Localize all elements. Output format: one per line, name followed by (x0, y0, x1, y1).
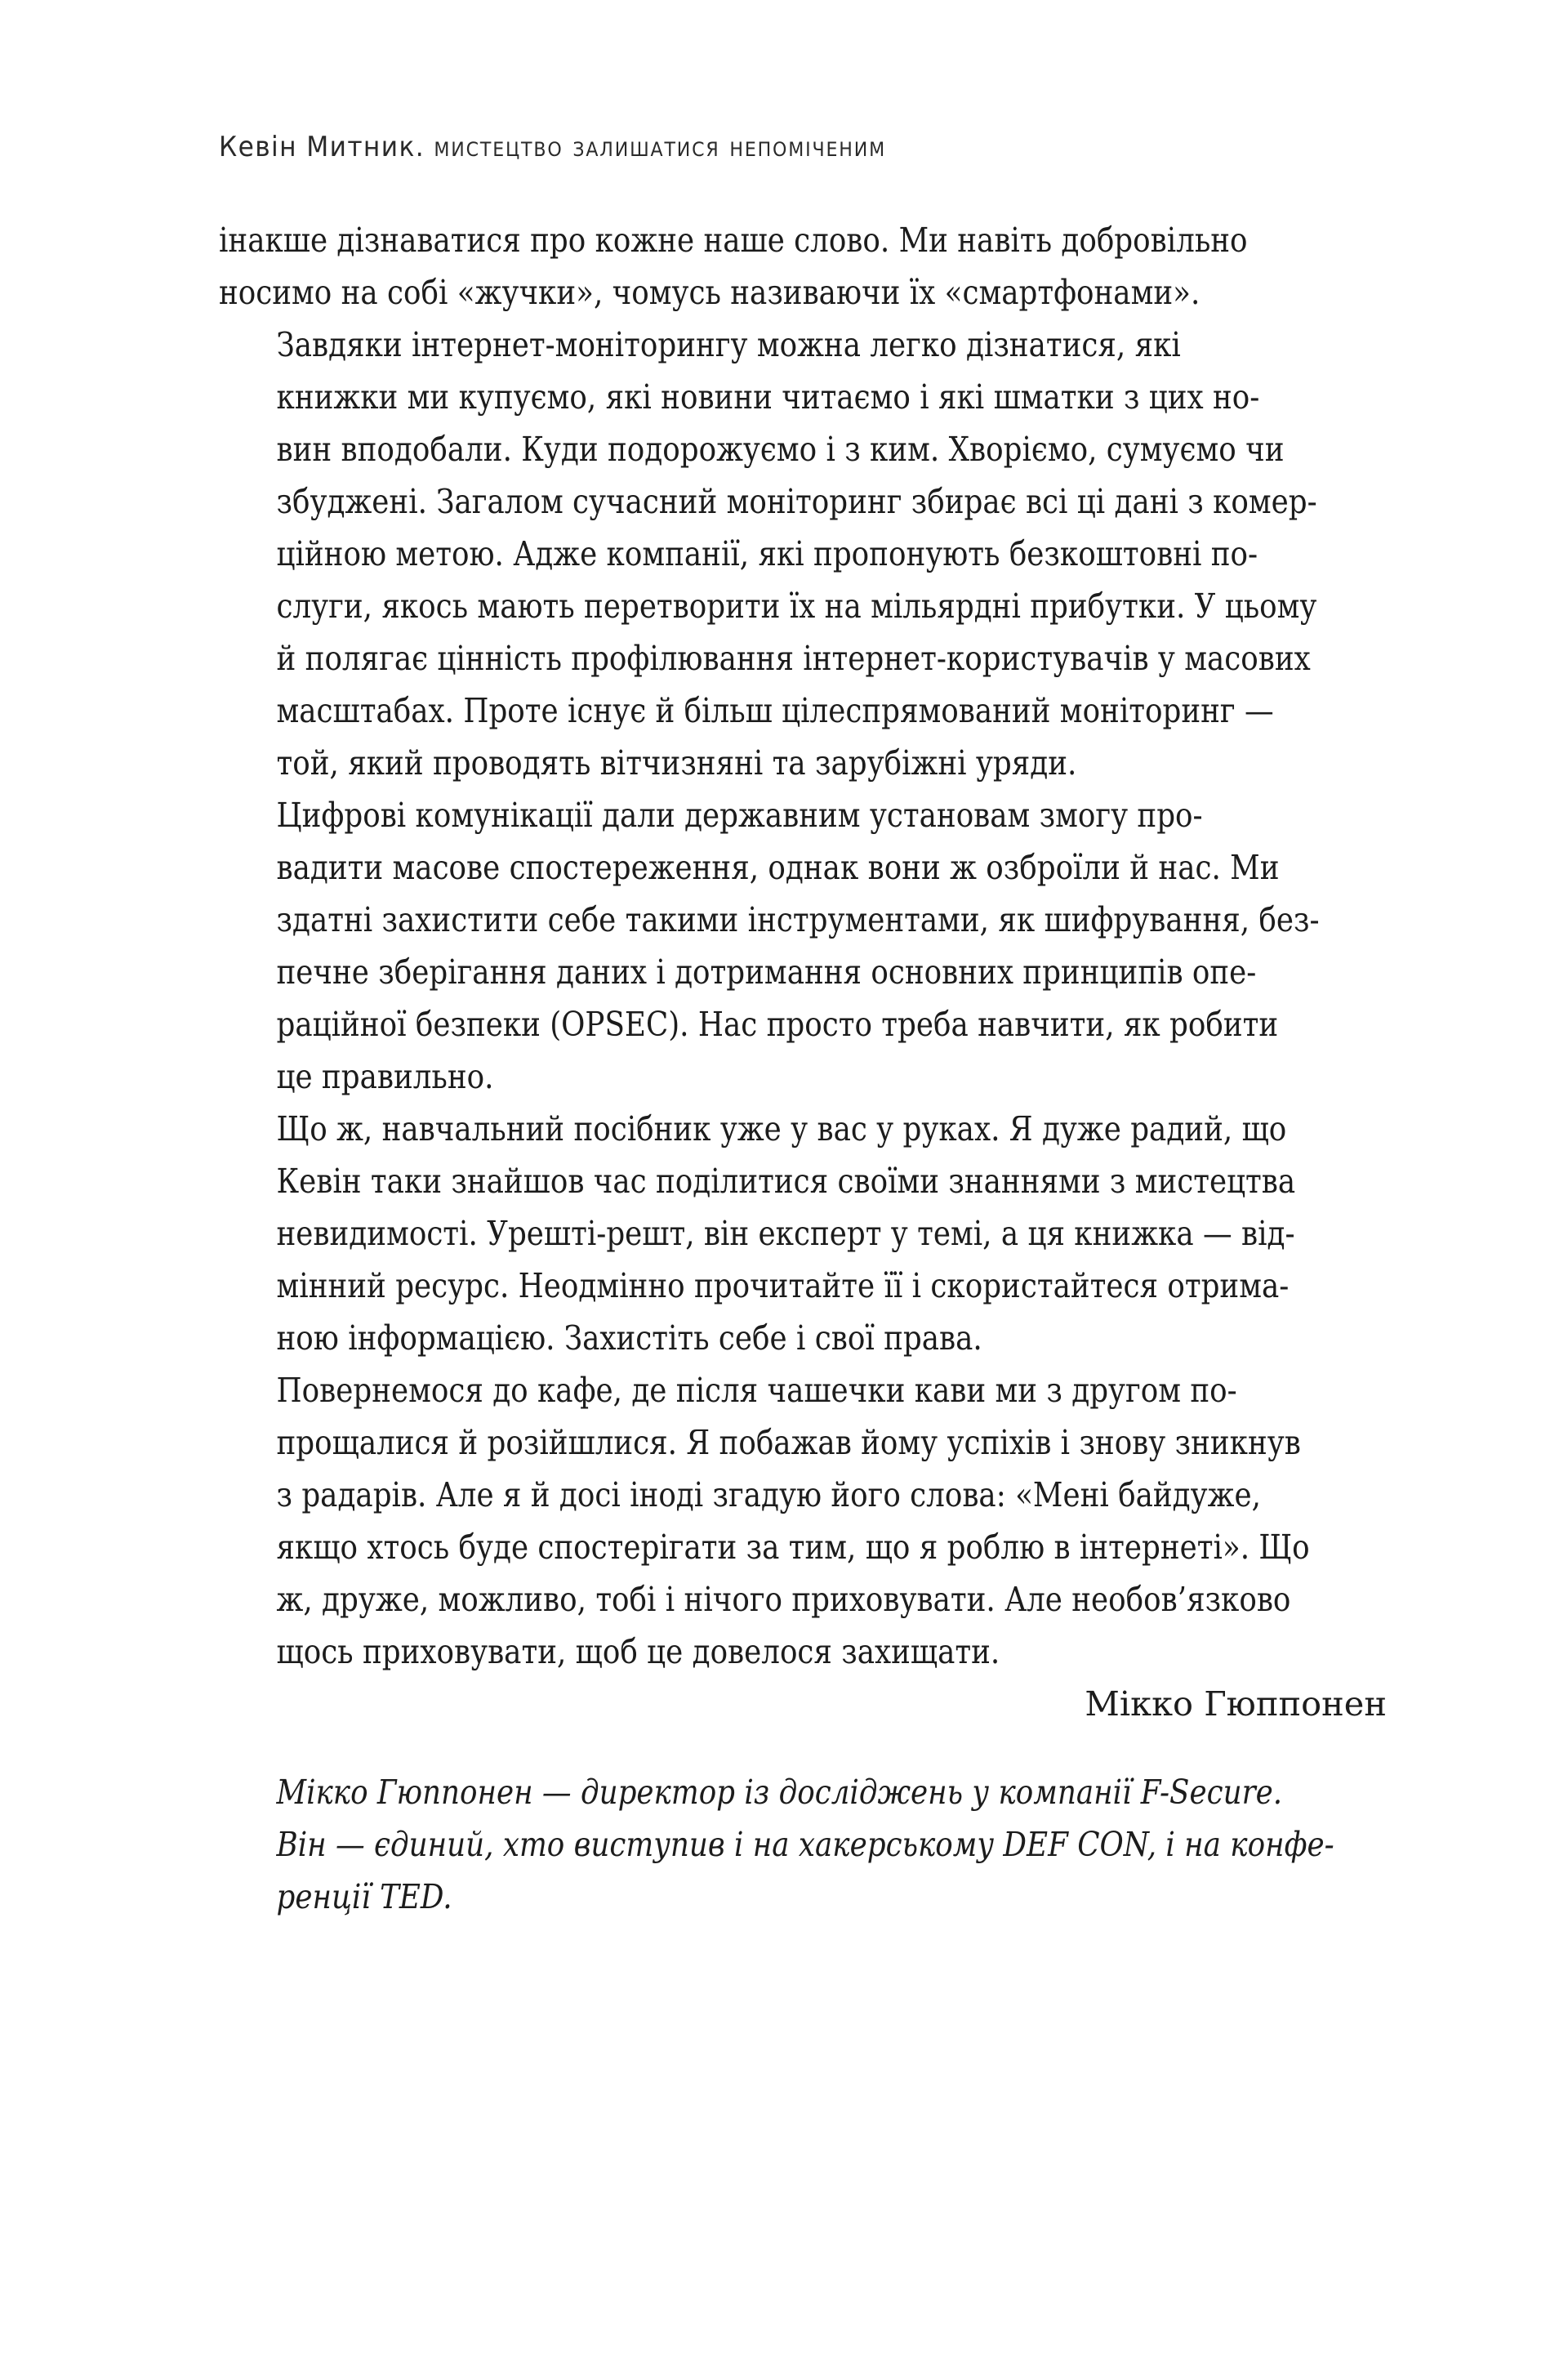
paragraph-internet-monitoring (219, 319, 1393, 789)
text-line: здатні захистити себе такими інструментами, як шифрування, без- (276, 899, 1320, 939)
text-line: печне зберігання даних і дотримання основних принципів опе- (276, 952, 1257, 992)
text-line: Мікко Гюппонен — директор із досліджень у компанії F-Secure. (276, 1772, 1283, 1812)
text-line: щось приховувати, щоб це довелося захищати. (276, 1631, 1000, 1671)
text-line: Повернемося до кафе, де після чашечки кави ми з другом по- (276, 1370, 1237, 1410)
text-line: й полягає цінність профілювання інтернет-користувачів у масових (276, 638, 1311, 678)
paragraph-cafe (219, 1364, 1393, 1678)
text-line: Що ж, навчальний посібник уже у вас у руках. Я дуже радий, що (276, 1108, 1287, 1149)
text-line: масштабах. Проте існує й більш цілеспрямований моніторинг — (276, 690, 1274, 730)
text-line: слуги, якось мають перетворити їх на мільярдні прибутки. У цьому (276, 586, 1317, 626)
author-bio-note (219, 1766, 1393, 1923)
text-line: ренції TED. (276, 1876, 452, 1916)
text-line: мінний ресурс. Неодмінно прочитайте її і скористайтеся отрима- (276, 1265, 1290, 1305)
text-line: ційною метою. Адже компанії, які пропонують безкоштовні по- (276, 533, 1258, 573)
header-author: Кевін Митник. (219, 131, 425, 163)
book-page (219, 0, 1393, 2355)
header-book-title: мистецтво залишатися непоміченим (434, 131, 886, 163)
author-signature: Мікко Гюппонен (1085, 1684, 1387, 1724)
text-line: ж, друже, можливо, тобі і нічого приховувати. Але необов’язково (276, 1579, 1291, 1619)
text-line: збуджені. Загалом сучасний моніторинг збирає всі ці дані з комер- (276, 481, 1317, 521)
paragraph-guide (219, 1103, 1393, 1364)
text-line: ною інформацією. Захистіть себе і свої права. (276, 1318, 982, 1358)
text-line: вадити масове спостереження, однак вони ж озброїли й нас. Ми (276, 847, 1280, 887)
running-header (219, 131, 886, 163)
paragraph-continuation (219, 214, 1393, 319)
text-line: той, який проводять вітчизняні та зарубіжні уряди. (276, 743, 1077, 783)
text-line: Він — єдиний, хто виступив і на хакерському DEF CON, і на конфе- (276, 1824, 1334, 1864)
text-line: вин вподобали. Куди подорожуємо і з ким. Хворіємо, сумуємо чи (276, 429, 1285, 469)
text-line: раційної безпеки (OPSEC). Нас просто треба навчити, як робити (276, 1004, 1279, 1044)
text-line: прощалися й розійшлися. Я побажав йому успіхів і знову зникнув (276, 1422, 1301, 1462)
text-line: інакше дізнаватися про кожне наше слово. Ми навіть добровільно (219, 220, 1248, 260)
text-line: невидимості. Урешті-решт, він експерт у темі, а ця книжка — від- (276, 1213, 1295, 1253)
text-line: Цифрові комунікації дали державним установам змогу про- (276, 795, 1203, 835)
text-line: Кевін таки знайшов час поділитися своїми знаннями з мистецтва (276, 1161, 1296, 1201)
text-line: якщо хтось буде спостерігати за тим, що я роблю в інтернеті». Що (276, 1527, 1310, 1567)
text-line: це правильно. (276, 1056, 494, 1096)
text-line: з радарів. Але я й досі іноді згадую його слова: «Мені байдуже, (276, 1474, 1261, 1514)
text-line: Завдяки інтернет-моніторингу можна легко дізнатися, які (276, 324, 1181, 364)
text-line: книжки ми купуємо, які новини читаємо і які шматки з цих но- (276, 377, 1260, 417)
text-line: носимо на собі «жучки», чомусь називаючи їх «смартфонами». (219, 272, 1200, 312)
bio-paragraph (219, 1766, 1393, 1923)
paragraph-digital-communications (219, 789, 1393, 1103)
body-text (219, 214, 1393, 1730)
